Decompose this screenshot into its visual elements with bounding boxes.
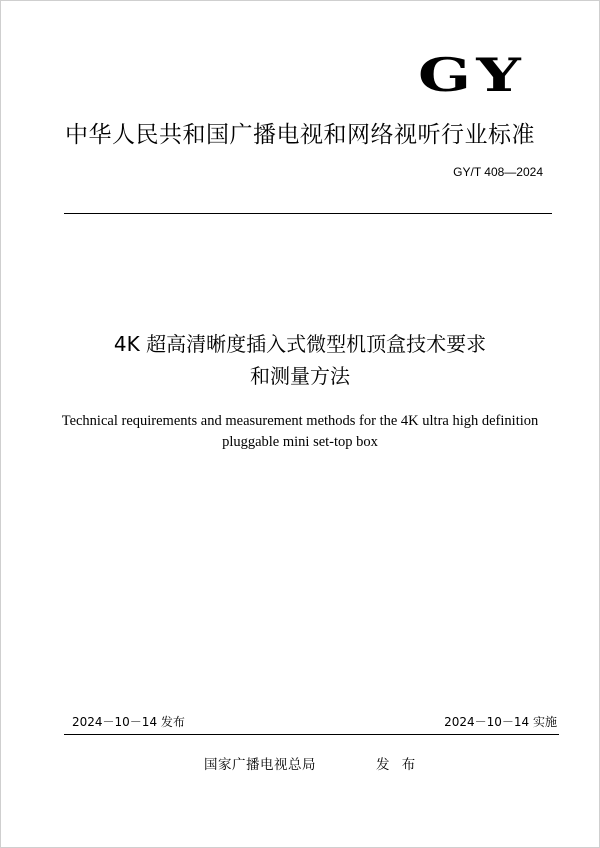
english-title xyxy=(0,411,600,453)
chinese-title xyxy=(0,328,600,392)
issue-label: 发 布 xyxy=(376,757,420,773)
english-title-line-1: Technical requirements and measurement methods for the 4K ultra high definition xyxy=(61,413,539,429)
standard-code: GY/T 408—2024 xyxy=(453,165,543,179)
english-title-line-2: pluggable mini set-top box xyxy=(222,434,378,450)
implement-date: 2024－10－14 实施 xyxy=(444,715,557,729)
footer-divider xyxy=(64,734,559,735)
chinese-title-line-1: 4K 超高清晰度插入式微型机顶盒技术要求 xyxy=(113,332,487,356)
publish-date: 2024－10－14 发布 xyxy=(72,715,185,729)
issuing-authority: 国家广播电视总局 xyxy=(204,757,316,773)
chinese-title-line-2: 和测量方法 xyxy=(250,364,350,388)
organization-title: 中华人民共和国广播电视和网络视听行业标准 xyxy=(65,122,535,148)
gy-logo: GY xyxy=(417,48,526,102)
header-divider xyxy=(64,213,552,214)
